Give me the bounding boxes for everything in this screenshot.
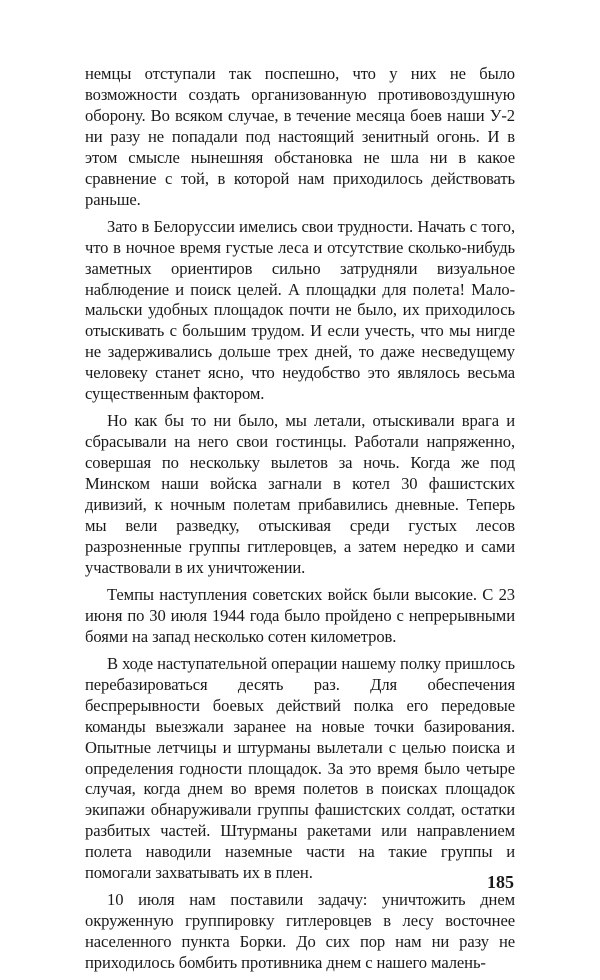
page-body — [85, 64, 515, 980]
page-number: 185 — [487, 872, 514, 892]
paragraph-2: Зато в Белоруссии имелись свои трудности. Начать с того, что в ночное время густые леса и отсутствие сколько-нибудь заметных ориентиров сильно затрудняли визуальное наблюдение и поиск целей. А площадки для полета! Мало-мальски удобных площадок почти не было, их приходилось отыскивать с большим трудом. И если учесть, что мы нигде не задерживались дольше трех дней, то даже несведущему человеку станет ясно, что неудобство это являлось весьма существенным фактором. — [85, 216, 515, 404]
paragraph-6: 10 июля нам поставили задачу: уничтожить днем окруженную группировку гитлеровцев в лесу восточнее населенного пункта Борки. До сих пор нам ни разу не приходилось бомбить противника днем с нашего малень- — [85, 890, 515, 973]
paragraph-5: В ходе наступательной операции нашему полку пришлось перебазироваться десять раз. Для обеспечения беспрерывности боевых действий полка его передовые команды выезжали заранее на новые точки базирования. Опытные летчицы и штурманы вылетали с целью поиска и определения годности площадок. За это время было четыре случая, когда днем во время полетов в поисках площадок экипажи обнаруживали группы фашистских солдат, остатки разбитых частей. Штурманы ракетами или направлением полета наводили наземные части на такие группы и помогали захватывать их в плен. — [85, 653, 515, 883]
paragraph-1: немцы отступали так поспешно, что у них не было возможности создать организованную противовоздушную оборону. Во всяком случае, в течение месяца боев наши У-2 ни разу не попадали под настоящий зенитный огонь. И в этом смысле нынешняя обстановка не шла ни в какое сравнение с той, в которой нам приходилось действовать раньше. — [85, 64, 515, 209]
paragraph-3: Но как бы то ни было, мы летали, отыскивали врага и сбрасывали на него свои гостинцы. Работали напряженно, совершая по нескольку вылетов за ночь. Когда же под Минском наши войска загнали в котел 30 фашистских дивизий, к ночным полетам прибавились дневные. Теперь мы вели разведку, отыскивая среди густых лесов разрозненные группы гитлеровцев, а затем нередко и сами участвовали в их уничтожении. — [85, 411, 515, 577]
paragraph-4: Темпы наступления советских войск были высокие. С 23 июня по 30 июля 1944 года было пройдено с непрерывными боями на запад несколько сотен километров. — [85, 584, 515, 646]
